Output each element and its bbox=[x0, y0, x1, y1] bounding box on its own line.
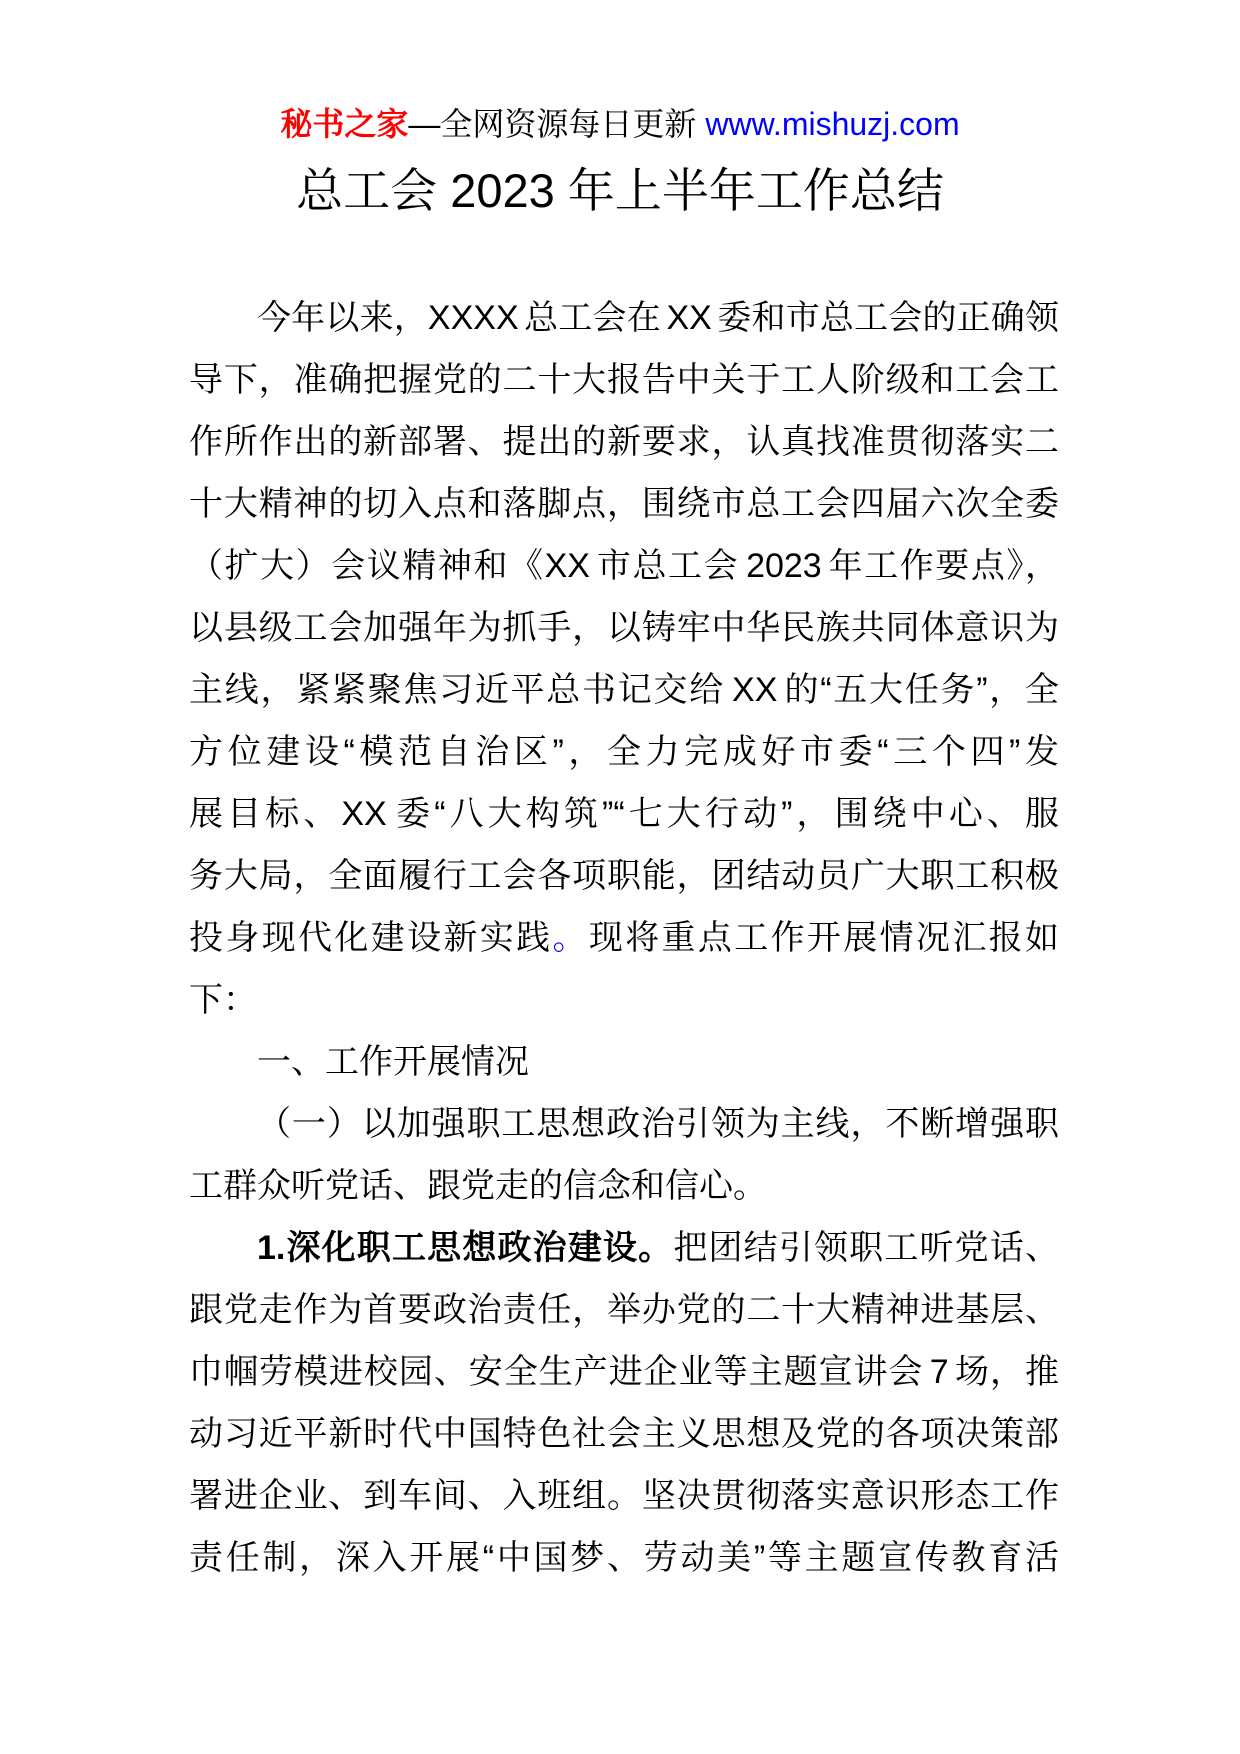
paragraph-line: 动习近平新时代中国特色社会主义思想及党的各项决策部 bbox=[189, 1415, 1059, 1453]
paragraph-line: 今年以来，XXXX 总工会在 XX 委和市总工会的正确领 bbox=[257, 299, 1059, 337]
line-text: 把团结引领职工听党话、 bbox=[673, 1229, 1059, 1267]
document-title: 总工会 2023 年上半年工作总结 bbox=[296, 164, 944, 217]
item-paragraph bbox=[189, 1217, 1059, 1589]
paragraph-line: 巾帼劳模进校园、安全生产进企业等主题宣讲会 7 场，推 bbox=[189, 1353, 1059, 1391]
paragraph-line: 主线，紧紧聚焦习近平总书记交给 XX 的“五大任务”，全 bbox=[189, 671, 1059, 709]
item-lead-heading: 1.深化职工思想政治建设。 bbox=[257, 1229, 674, 1267]
paragraph-line: 责任制，深入开展“中国梦、劳动美”等主题宣传教育活 bbox=[189, 1539, 1059, 1577]
paragraph-line: 工群众听党话、跟党走的信念和信心。 bbox=[189, 1167, 767, 1205]
paragraph-line: 下： bbox=[189, 981, 257, 1019]
paragraph-line: 作所作出的新部署、提出的新要求，认真找准贯彻落实二 bbox=[189, 423, 1059, 461]
paragraph-line bbox=[189, 1217, 1059, 1279]
paragraph-line: 十大精神的切入点和落脚点，围绕市总工会四届六次全委 bbox=[189, 485, 1059, 523]
paragraph-line: 跟党走作为首要政治责任，举办党的二十大精神进基层、 bbox=[189, 1291, 1059, 1329]
paragraph-line: 导下，准确把握党的二十大报告中关于工人阶级和工会工 bbox=[189, 361, 1059, 399]
brand-name: 秘书之家 bbox=[280, 106, 409, 142]
paragraph-line: 方位建设“模范自治区”，全力完成好市委“三个四”发 bbox=[189, 733, 1059, 771]
header-tagline: —全网资源每日更新 bbox=[408, 106, 697, 142]
section-heading: 一、工作开展情况 bbox=[257, 1043, 529, 1081]
paragraph-line: 务大局，全面履行工会各项职能，团结动员广大职工积极 bbox=[189, 857, 1059, 895]
paragraph-line: （一）以加强职工思想政治引领为主线，不断增强职 bbox=[257, 1105, 1059, 1143]
subsection-paragraph bbox=[189, 1093, 1059, 1217]
section-heading-block bbox=[189, 1031, 1059, 1093]
line-text: 投身现代化建设新实践 bbox=[189, 919, 553, 957]
intro-paragraph bbox=[189, 287, 1059, 1031]
paragraph-line: （扩大）会议精神和《XX 市总工会 2023 年工作要点》， bbox=[189, 547, 1059, 585]
paragraph-line: 以县级工会加强年为抓手，以铸牢中华民族共同体意识为 bbox=[189, 609, 1059, 647]
header-banner bbox=[0, 104, 1240, 144]
header-url-link[interactable]: www.mishuzj.com bbox=[705, 106, 960, 142]
highlighted-period: 。 bbox=[552, 919, 589, 957]
paragraph-line bbox=[189, 907, 1059, 969]
paragraph-line: 署进企业、到车间、入班组。坚决贯彻落实意识形态工作 bbox=[189, 1477, 1059, 1515]
document-body bbox=[189, 287, 1059, 1589]
paragraph-line: 展目标、XX 委“八大构筑”“七大行动”，围绕中心、服 bbox=[189, 795, 1059, 833]
line-text: 现将重点工作开展情况汇报如 bbox=[588, 919, 1060, 957]
